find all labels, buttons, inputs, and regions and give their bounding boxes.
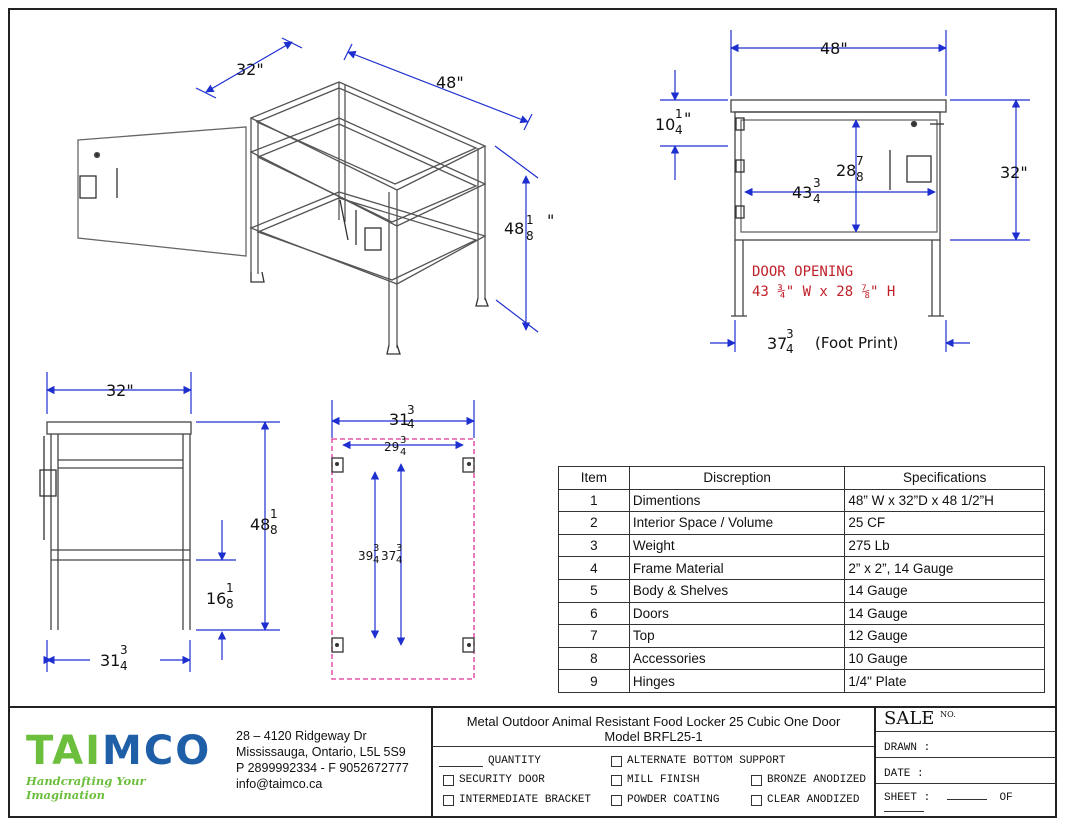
- item-spec: 10 Gauge: [845, 647, 1045, 670]
- svg-text:8: 8: [226, 597, 234, 611]
- item-spec: 275 Lb: [845, 534, 1045, 557]
- item-description: Accessories: [629, 647, 845, 670]
- item-description: Frame Material: [629, 557, 845, 580]
- svg-text:28: 28: [836, 161, 857, 180]
- powder-coating-option[interactable]: POWDER COATING: [611, 794, 719, 806]
- item-description: Doors: [629, 602, 845, 625]
- isometric-view: [78, 82, 488, 354]
- front-height-dim: 32": [1000, 163, 1028, 182]
- item-number: 9: [559, 670, 630, 693]
- side-lower-dim: [206, 581, 234, 611]
- svg-text:1: 1: [226, 581, 234, 595]
- table-row: [559, 647, 1045, 670]
- table-row: [559, 579, 1045, 602]
- isometric-dimensions: [196, 38, 538, 332]
- table-row: [559, 602, 1045, 625]
- item-description: Dimentions: [629, 489, 845, 512]
- checkbox-icon[interactable]: [751, 775, 762, 786]
- svg-text:4: 4: [786, 342, 794, 356]
- plan-view: [332, 439, 474, 679]
- svg-text:1: 1: [675, 107, 683, 121]
- company-logo: [26, 730, 226, 802]
- svg-text:29: 29: [384, 440, 400, 454]
- header-item: Item: [559, 467, 630, 490]
- svg-text:4: 4: [373, 555, 380, 566]
- sale-number-row: SALE $^{NO.}$: [876, 708, 1057, 732]
- checkbox-icon[interactable]: [751, 795, 762, 806]
- svg-text:43: 43: [792, 183, 813, 202]
- item-number: 2: [559, 512, 630, 535]
- sale-label: SALE: [884, 708, 935, 729]
- drawn-row: [876, 732, 1057, 758]
- svg-text:4: 4: [400, 447, 407, 458]
- svg-text:7: 7: [856, 154, 864, 168]
- svg-text:8: 8: [270, 523, 278, 537]
- svg-text:1: 1: [270, 507, 278, 521]
- item-spec: 48” W x 32”D x 48 1/2”H: [845, 489, 1045, 512]
- product-description-box: [431, 708, 876, 818]
- date-label: DATE :: [884, 768, 924, 780]
- header-description: Discreption: [629, 467, 845, 490]
- svg-text:3: 3: [400, 435, 407, 446]
- item-spec: 12 Gauge: [845, 625, 1045, 648]
- svg-text:10: 10: [655, 115, 676, 134]
- svg-text:3: 3: [407, 403, 415, 417]
- spec-table-header: [559, 467, 1045, 490]
- svg-text:8: 8: [526, 229, 534, 243]
- front-top-dim: [655, 107, 691, 137]
- table-row: [559, 670, 1045, 693]
- side-width-dim: 32": [106, 381, 134, 400]
- of-label: OF: [999, 792, 1013, 804]
- svg-text:8: 8: [856, 170, 864, 184]
- alternate-bottom-support-option[interactable]: ALTERNATE BOTTOM SUPPORT: [611, 755, 785, 767]
- side-height-dim: [250, 507, 278, 537]
- company-address: [236, 728, 409, 792]
- quantity-field[interactable]: QUANTITY: [439, 755, 541, 767]
- front-dimensions: [660, 30, 1030, 352]
- plan-outer-dim: [389, 403, 415, 431]
- sheet-label: SHEET :: [884, 792, 931, 804]
- item-description: Interior Space / Volume: [629, 512, 845, 535]
- table-row: [559, 512, 1045, 535]
- item-description: Body & Shelves: [629, 579, 845, 602]
- mill-finish-option[interactable]: MILL FINISH: [611, 774, 700, 786]
- item-description: Top: [629, 625, 845, 648]
- svg-text:31: 31: [389, 410, 410, 429]
- security-door-option[interactable]: SECURITY DOOR: [443, 774, 545, 786]
- side-dimensions: [47, 372, 280, 672]
- drawn-label: DRAWN :: [884, 742, 931, 754]
- phone-fax: P 2899992334 - F 9052672777: [236, 761, 409, 775]
- svg-text:3: 3: [396, 543, 403, 554]
- svg-text:4: 4: [813, 192, 821, 206]
- address-line-2: Mississauga, Ontario, L5L 5S9: [236, 745, 406, 759]
- svg-text:48: 48: [504, 219, 525, 238]
- sheet-row: [876, 784, 1057, 810]
- svg-text:4: 4: [675, 123, 683, 137]
- header-specifications: Specifications: [845, 467, 1045, 490]
- svg-text:3: 3: [813, 176, 821, 190]
- svg-text:4: 4: [120, 659, 128, 673]
- side-foot-dim: [100, 643, 128, 673]
- svg-text:3: 3: [120, 643, 128, 657]
- plan-depth-dim: [358, 543, 402, 566]
- table-row: [559, 625, 1045, 648]
- date-row: [876, 758, 1057, 784]
- divider: [431, 746, 876, 747]
- item-number: 8: [559, 647, 630, 670]
- checkbox-icon[interactable]: [611, 756, 622, 767]
- front-inner-height-dim: [836, 154, 864, 184]
- item-number: 7: [559, 625, 630, 648]
- bronze-anodized-option[interactable]: BRONZE ANODIZED: [751, 774, 866, 786]
- address-line-1: 28 – 4120 Ridgeway Dr: [236, 729, 367, 743]
- footprint-dim: [767, 327, 898, 356]
- sale-info-box: [876, 708, 1057, 818]
- table-row: [559, 489, 1045, 512]
- iso-length-dim: 48": [436, 73, 464, 92]
- table-row: [559, 557, 1045, 580]
- item-number: 5: [559, 579, 630, 602]
- svg-text:4: 4: [407, 417, 415, 431]
- svg-text:31: 31: [100, 651, 121, 670]
- svg-text:(Foot Print): (Foot Print): [815, 334, 899, 352]
- table-row: [559, 534, 1045, 557]
- iso-width-dim: 32": [236, 60, 264, 79]
- front-inner-width-dim: [792, 176, 821, 206]
- svg-text:1: 1: [526, 213, 534, 227]
- item-spec: 2” x 2”, 14 Gauge: [845, 557, 1045, 580]
- item-number: 4: [559, 557, 630, 580]
- svg-text:39: 39: [358, 549, 374, 563]
- checkbox-icon[interactable]: [611, 775, 622, 786]
- svg-text:": ": [684, 109, 692, 128]
- checkbox-icon[interactable]: [611, 795, 622, 806]
- checkbox-icon[interactable]: [443, 795, 454, 806]
- item-number: 1: [559, 489, 630, 512]
- svg-text:37: 37: [767, 334, 788, 353]
- svg-text:37: 37: [381, 549, 397, 563]
- item-description: Weight: [629, 534, 845, 557]
- plan-inner-dim: [384, 435, 406, 458]
- logo-tagline: Handcrafting Your Imagination: [26, 774, 146, 802]
- intermediate-bracket-option[interactable]: INTERMEDIATE BRACKET: [443, 794, 591, 806]
- front-width-dim: 48": [820, 39, 848, 58]
- side-view: [40, 422, 191, 630]
- checkbox-icon[interactable]: [443, 775, 454, 786]
- svg-text:48: 48: [250, 515, 271, 534]
- svg-text:": ": [547, 211, 555, 230]
- door-opening-label: DOOR OPENING: [752, 264, 854, 280]
- clear-anodized-option[interactable]: CLEAR ANODIZED: [751, 794, 859, 806]
- product-model: Model BRFL25-1: [604, 729, 703, 744]
- door-opening-size: 43 ¾" W x 28 ⅞" H: [752, 284, 896, 300]
- svg-text:4: 4: [396, 555, 403, 566]
- svg-text:16: 16: [206, 589, 227, 608]
- logo-wordmark: TAIMCO: [26, 728, 212, 774]
- item-spec: 1/4" Plate: [845, 670, 1045, 693]
- item-spec: 14 Gauge: [845, 602, 1045, 625]
- title-block: [8, 706, 1057, 818]
- item-spec: 25 CF: [845, 512, 1045, 535]
- svg-text:3: 3: [786, 327, 794, 341]
- item-number: 3: [559, 534, 630, 557]
- email-link[interactable]: info@taimco.ca: [236, 777, 323, 791]
- product-title: [431, 714, 876, 744]
- item-spec: 14 Gauge: [845, 579, 1045, 602]
- iso-height-dim: [504, 211, 554, 243]
- specification-table: [558, 466, 1045, 693]
- product-name: Metal Outdoor Animal Resistant Food Locker 25 Cubic One Door: [466, 714, 841, 729]
- svg-text:3: 3: [373, 543, 380, 554]
- item-number: 6: [559, 602, 630, 625]
- item-description: Hinges: [629, 670, 845, 693]
